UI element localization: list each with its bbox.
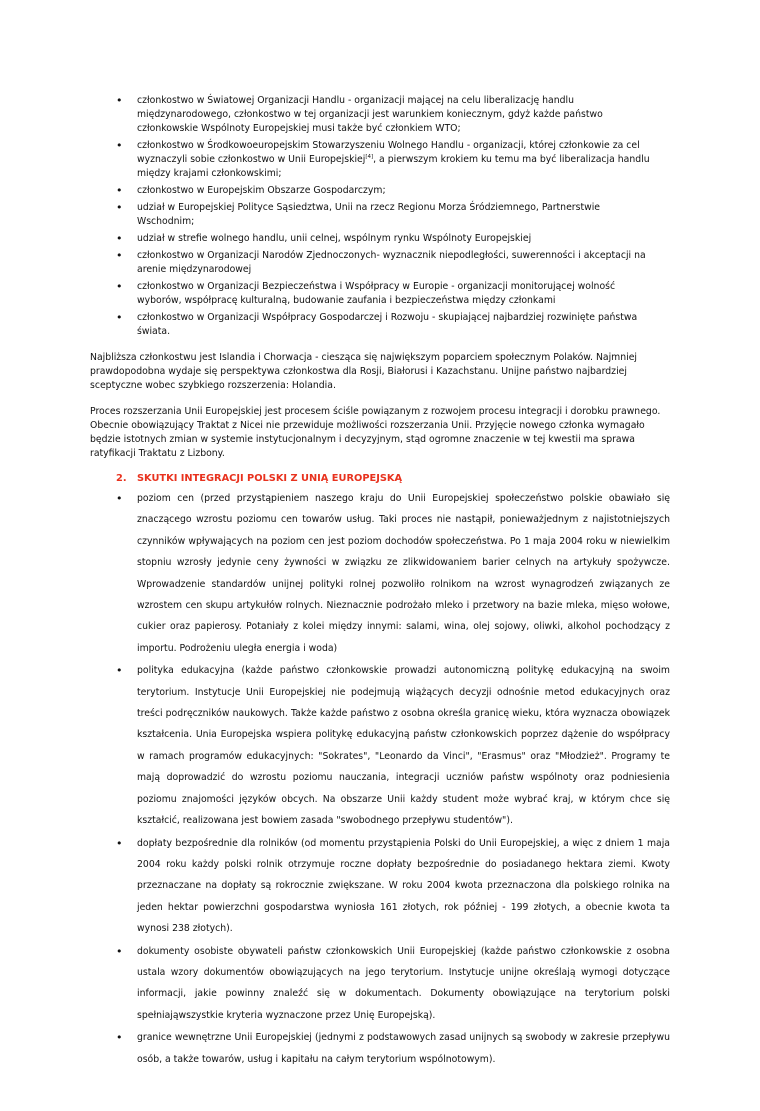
bullet-icon: • — [116, 201, 123, 214]
membership-list — [116, 94, 656, 339]
list-item-text: dopłaty bezpośrednie dla rolników (od momentu przystąpienia Polski do Unii Europejskiej, a więc z dniem 1 maja 2004 roku każdy polski rolnik otrzymuje roczne dopłaty bezpośrednie do posiadanego hektara ziemi. Kwoty przeznaczane na dopłaty są rokrocznie zwiększane. W roku 2004 kwota przeznaczona dla polskiego rolnika na jeden hektar powierzchni gospodarstwa wyniosła 161 złotych, rok później - 199 złotych, a obecnie kwota ta wynosi 238 złotych). — [137, 837, 670, 935]
paragraph-candidates: Najbliższa członkostwu jest Islandia i Chorwacja - ciesząca się największym poparciem społecznym Polaków. Najmniej prawdopodobna wydaje się perspektywa członkostwa dla Rosji, Białorusi i Kazachstanu. Unijne państwo najbardziej sceptyczne wobec szybkiego rozszerzenia: Holandia. — [90, 352, 638, 391]
list-item — [116, 232, 656, 246]
list-item — [116, 660, 670, 831]
list-item-text: członkostwo w Organizacji Bezpieczeństwa i Współpracy w Europie - organizacji monitorującej wolność wyborów, współpracę kulturalną, budowanie zaufania i bezpieczeństwa między członkami — [137, 281, 616, 306]
list-item — [116, 941, 670, 1027]
bullet-icon: • — [116, 280, 123, 293]
list-item-text: członkostwo w Organizacji Współpracy Gospodarczej i Rozwoju - skupiającej najbardziej rozwinięte państwa świata. — [137, 312, 638, 337]
list-item-text: udział w strefie wolnego handlu, unii celnej, wspólnym rynku Wspólnoty Europejskiej — [137, 233, 532, 244]
bullet-icon: • — [116, 94, 123, 107]
list-item-text: udział w Europejskiej Polityce Sąsiedztwa, Unii na rzecz Regionu Morza Śródziemnego, Partnerstwie Wschodnim; — [137, 202, 601, 227]
list-item-text: członkostwo w Światowej Organizacji Handlu - organizacji mającej na celu liberalizację handlu międzynarodowego, członkostwo w tej organizacji jest warunkiem koniecznym, gdyż każde państwo członkowskie Wspólnoty Europejskiej musi także być członkiem WTO; — [137, 95, 603, 134]
list-item — [116, 139, 656, 181]
list-item-text: członkostwo w Środkowoeuropejskim Stowarzyszeniu Wolnego Handlu - organizacji, której członkowie za cel wyznaczyli sobie członkostwo w Unii Europejskiej — [137, 140, 640, 165]
list-item-text: , a pierwszym krokiem ku temu ma być liberalizacja handlu między krajami członkowskimi; — [137, 154, 650, 179]
bullet-icon: • — [116, 492, 123, 505]
list-item-text: członkostwo w Organizacji Narodów Zjednoczonych- wyznacznik niepodległości, suwerenności i akceptacji na arenie międzynarodowej — [137, 250, 646, 275]
list-item-text: dokumenty osobiste obywateli państw członkowskich Unii Europejskiej (każde państwo członkowskie z osobna ustala wzory dokumentów obowiązujących na jego terytorium. Instytucje unijne określają wymogi dotyczące informacji, jakie powinny znaleźć się w dokumentach. Dokumenty obowiązujące na terytorium polski spełniająwszystkie kryteria wyznaczone przez Unię Europejską). — [137, 945, 670, 1021]
list-item-text: granice wewnętrzne Unii Europejskiej (jednymi z podstawowych zasad unijnych są swobody w zakresie przepływu osób, a także towarów, usług i kapitału na całym terytorium wspólnotowym). — [137, 1032, 670, 1065]
bullet-icon: • — [116, 184, 123, 197]
list-item — [116, 1027, 670, 1070]
section-number: 2. — [116, 473, 127, 484]
bullet-icon: • — [116, 311, 123, 324]
bullet-icon: • — [116, 1031, 123, 1045]
list-item-text: polityka edukacyjna (każde państwo członkowskie prowadzi autonomiczną politykę edukacyjną na swoim terytorium. Instytucje Unii Europejskiej nie podejmują wiążących decyzji odnośnie metod edukacyjnych oraz treści podręczników naukowych. Także każde państwo z osobna określa granicę wieku, która wyznacza obowiązek kształcenia. Unia Europejska wspiera politykę edukacyjną państw członkowskich poprzez dążenie do współpracy w ramach programów edukacyjnych: "Sokrates", "Leonardo da Vinci", "Erasmus" oraz "Młodzież". Programy te mają doprowadzić do wzrostu poziomu nauczania, integracji uczniów państw wspólnoty oraz podniesienia poziomu znajomości języków obcych. Na obszarze Unii każdy student może wybrać kraj, w którym chce się kształcić, realizowana jest bowiem zasada "swobodnego przepływu studentów"). — [137, 665, 670, 827]
bullet-icon: • — [116, 139, 123, 152]
list-item — [116, 94, 656, 136]
list-item-text: członkostwo w Europejskim Obszarze Gospodarczym; — [137, 185, 386, 196]
list-item — [116, 311, 656, 339]
bullet-icon: • — [116, 944, 123, 958]
list-item — [116, 488, 670, 659]
bullet-icon: • — [116, 836, 123, 850]
list-item-text: poziom cen (przed przystąpieniem naszego kraju do Unii Europejskiej społeczeństwo polskie obawiało się znaczącego wzrostu poziomu cen towarów usług. Taki proces nie nastąpił, ponieważjednym z najistotniejszych czynników wpływających na poziom cen jest poziom dochodów społeczeństwa. Po 1 maja 2004 roku w niewielkim stopniu wzrosły jedynie ceny żywności w związku ze zlikwidowaniem barier celnych na artykuły spożywcze. Wprowadzenie standardów unijnej polityki rolnej pozwoliło rolnikom na wzrost wynagrodzeń związanych ze wzrostem cen skupu artykułów rolnych. Nieznacznie podrożało mleko i przetwory na bazie mleka, mięso wołowe, cukier oraz papierosy. Potaniały z kolei między innymi: salami, wina, olej sojowy, oliwki, alkohol pochodzący z importu. Podrożeniu uległa energia i woda) — [137, 493, 670, 654]
section-title: SKUTKI INTEGRACJI POLSKI Z UNIĄ EUROPEJSKĄ — [137, 473, 403, 484]
list-item — [116, 280, 656, 308]
bullet-icon: • — [116, 232, 123, 245]
effects-list — [116, 488, 670, 1070]
list-item — [116, 184, 656, 198]
footnote-link[interactable]: [4] — [365, 153, 374, 160]
paragraph-enlargement-process: Proces rozszerzania Unii Europejskiej jest procesem ściśle powiązanym z rozwojem procesu integracji i dorobku prawnego. Obecnie obowiązujący Traktat z Nicei nie przewiduje możliwości rozszerzania Unii. Przyjęcie nowego członka wymagało będzie istotnych zmian w systemie instytucjonalnym i decyzyjnym, stąd ogromne znaczenie w tej kwestii ma sprawa ratyfikacji Traktatu z Lizbony. — [90, 406, 661, 459]
bullet-icon: • — [116, 664, 123, 678]
section-heading — [116, 471, 760, 487]
list-item — [116, 833, 670, 940]
list-item — [116, 201, 656, 229]
list-item — [116, 249, 656, 277]
bullet-icon: • — [116, 249, 123, 262]
